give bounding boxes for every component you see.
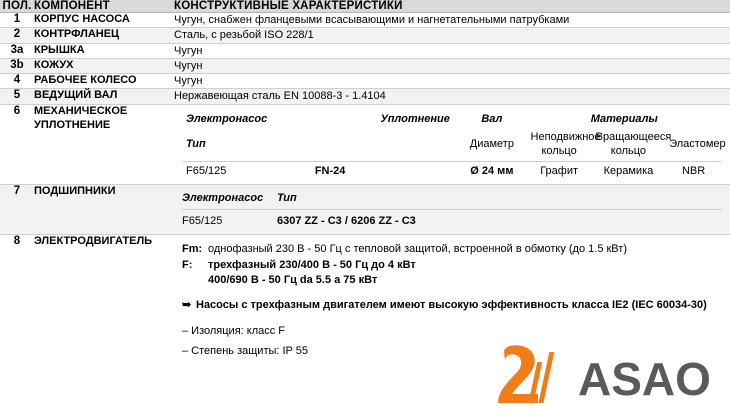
seal-subhead-rotating: Вращающееся кольцо [595, 131, 672, 158]
motor-efficiency-note [182, 298, 722, 313]
seal-values-row [182, 161, 722, 180]
seal-subhead-spacer2 [373, 128, 457, 161]
seal-subhead-stationary: Неподвижное кольцо [530, 131, 601, 158]
arrow-icon: ➥ [182, 299, 192, 312]
motor-fm-key: Fm: [182, 242, 203, 255]
seal-head-materials: Материалы [590, 112, 658, 125]
header-characteristics: КОНСТРУКТИВНЫЕ ХАРАКТЕРИСТИКИ [174, 0, 730, 13]
table-row [0, 58, 730, 73]
row-position: 7 [0, 184, 34, 234]
row-component: МЕХАНИЧЕСКОЕ УПЛОТНЕНИЕ [34, 104, 174, 184]
motor-fm-value: однофазный 230 В - 50 Гц с тепловой защитой, встроенной в обмотку (до 1.5 кВт) [208, 242, 627, 255]
header-component: КОМПОНЕНТ [34, 0, 174, 13]
table-row [0, 89, 730, 104]
row-position: 8 [13, 234, 21, 247]
motor-three-phase-line [182, 258, 722, 274]
table-header-row [0, 0, 730, 13]
seal-head-type [287, 110, 373, 128]
table-row [0, 74, 730, 89]
header-position: ПОЛ. [0, 0, 34, 13]
row-characteristics: Чугун [174, 58, 730, 73]
table-row [0, 13, 730, 28]
bearings-values-row [182, 209, 722, 228]
bearings-pump-model: F65/125 [182, 215, 223, 228]
row-characteristics: Чугун [174, 74, 730, 89]
row-position: 4 [0, 74, 34, 89]
motor-f-value-1: трехфазный 230/400 В - 50 Гц до 4 кВт [208, 258, 416, 271]
motor-f-value-2: 400/690 В - 50 Гц da 5.5 а 75 кВт [208, 274, 378, 287]
row-component: КОЖУХ [34, 58, 174, 73]
table-row [0, 28, 730, 43]
seal-rotating-ring: Керамика [592, 161, 666, 180]
seal-subhead-row [182, 128, 722, 161]
motor-protection: – Степень защиты: IP 55 [182, 345, 308, 358]
row-position: 3a [0, 43, 34, 58]
seal-elastomer: NBR [665, 161, 722, 180]
seal-pump-model: F65/125 [182, 161, 287, 180]
mechanical-seal-table [182, 110, 726, 180]
row-component: КОНТРФЛАНЕЦ [34, 28, 174, 43]
seal-code: FN-24 [287, 161, 373, 180]
logo-mark-bar2 [538, 352, 554, 403]
motor-single-phase-line [182, 242, 722, 258]
table-row [0, 43, 730, 58]
row-component: КРЫШКА [34, 43, 174, 58]
row-component: РАБОЧЕЕ КОЛЕСО [34, 74, 174, 89]
row-position: 2 [0, 28, 34, 43]
row-component: ПОДШИПНИКИ [34, 184, 174, 234]
logo-graphic [494, 344, 720, 404]
seal-shaft-diameter: Ø 24 мм [457, 161, 526, 180]
row-component: ВЕДУЩИЙ ВАЛ [34, 89, 174, 104]
seal-subhead-diameter: Диаметр [469, 138, 514, 151]
row-position: 6 [0, 104, 34, 184]
bearings-head-type: Тип [277, 191, 297, 204]
row-position: 1 [0, 13, 34, 28]
asao-logo [490, 343, 720, 405]
seal-head-row [182, 110, 722, 128]
row-component: КОРПУС НАСОСА [34, 13, 174, 28]
motor-efficiency-text: Насосы с трехфазным двигателем имеют высокую эффективность класса IE2 (IEC 60034-30) [196, 299, 707, 312]
seal-head-shaft: Вал [481, 112, 503, 125]
bearings-code: 6307 ZZ - C3 / 6206 ZZ - C3 [277, 215, 416, 228]
row-characteristics: Нержавеющая сталь EN 10088-3 - 1.4104 [174, 89, 730, 104]
mechanical-seal-block [174, 104, 730, 184]
motor-f-key: F: [182, 258, 193, 271]
logo-text: ASAO [578, 353, 711, 404]
table-row-mechanical-seal [0, 104, 730, 184]
row-component: ЭЛЕКТРОДВИГАТЕЛЬ [34, 234, 153, 247]
bearings-head-row [182, 191, 722, 205]
table-row-bearings [0, 184, 730, 234]
motor-insulation: – Изоляция: класс F [182, 325, 286, 338]
seal-head-pump: Электронасос [186, 112, 268, 125]
seal-spacer [373, 161, 457, 180]
row-characteristics: Чугун, снабжен фланцевыми всасывающими и нагнетательными патрубками [174, 13, 730, 28]
row-position: 3b [0, 58, 34, 73]
seal-stationary-ring: Графит [527, 161, 592, 180]
seal-subhead-type: Тип [186, 138, 206, 151]
motor-f-key-spacer [182, 273, 208, 289]
bearings-head-pump: Электронасос [182, 191, 264, 204]
row-characteristics: Чугун [174, 43, 730, 58]
seal-subhead-spacer [287, 128, 373, 161]
bearings-block [174, 184, 730, 234]
seal-subhead-elastomer: Эластомер [669, 138, 726, 151]
row-characteristics: Сталь, с резьбой ISO 228/1 [174, 28, 730, 43]
seal-head-seal: Уплотнение [380, 112, 450, 125]
row-position: 5 [0, 89, 34, 104]
motor-three-phase-line-2 [182, 273, 722, 289]
